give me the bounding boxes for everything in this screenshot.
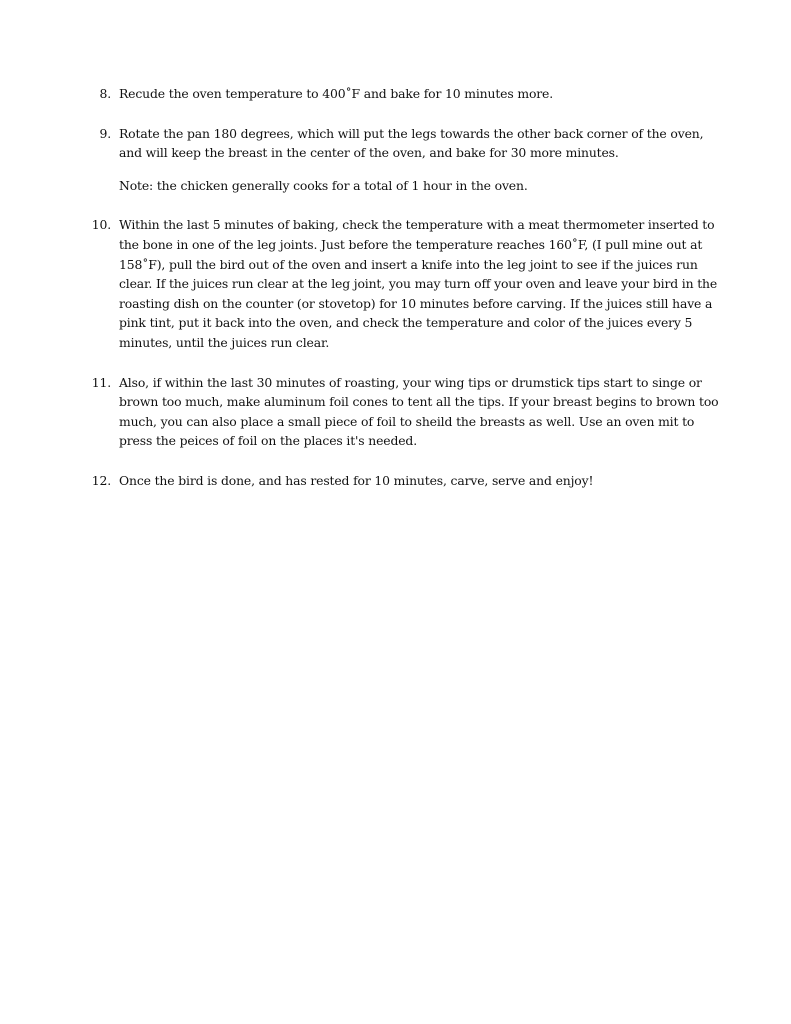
step-text: Within the last 5 minutes of baking, check the temperature with a meat thermometer inserted to the bone in one of the leg joints. Just before the temperature reaches 160˚F, (I pull mine out at 158˚F), pull the bird out of the oven and insert a knife into the leg joint to see if the juices run clear. If the juices run clear at the leg joint, you may turn off your oven and leave your bird in the roasting dish on the counter (or stovetop) for 10 minutes before carving. If the juices still have a pink tint, put it back into the oven, and check the temperature and color of the juices every 5 minutes, until the juices run clear. bbox=[119, 217, 718, 350]
step-number: 12. bbox=[91, 472, 111, 488]
step-10 bbox=[82, 215, 722, 352]
step-number: 11. bbox=[91, 374, 111, 390]
step-text: Also, if within the last 30 minutes of roasting, your wing tips or drumstick tips start to singe or brown too much, make aluminum foil cones to tent all the tips. If your breast begins to brown too much, you can also place a small piece of foil to sheild the breasts as well. Use an oven mit to press the peices of foil on the places it's needed. bbox=[119, 374, 719, 449]
step-11 bbox=[82, 373, 722, 451]
step-8 bbox=[82, 84, 722, 104]
recipe-steps-list bbox=[82, 84, 722, 511]
step-number: 10. bbox=[91, 217, 111, 233]
step-number: 9. bbox=[99, 125, 111, 141]
step-number: 8. bbox=[99, 86, 111, 101]
step-text: Recude the oven temperature to 400˚F and bake for 10 minutes more. bbox=[119, 86, 554, 101]
step-note: Note: the chicken generally cooks for a total of 1 hour in the oven. bbox=[119, 177, 528, 193]
step-text: Rotate the pan 180 degrees, which will put the legs towards the other back corner of the oven, and will keep the breast in the center of the oven, and bake for 30 more minutes. bbox=[119, 125, 704, 161]
step-12 bbox=[82, 471, 722, 491]
step-text: Once the bird is done, and has rested for 10 minutes, carve, serve and enjoy! bbox=[119, 472, 594, 488]
step-9 bbox=[82, 124, 722, 196]
